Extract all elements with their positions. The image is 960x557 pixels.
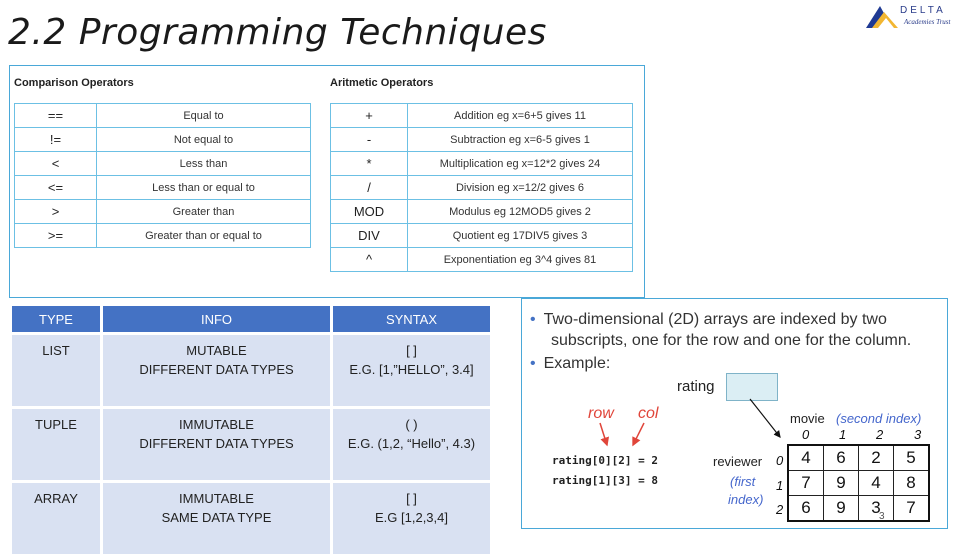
operator-row [15,176,311,200]
arithmetic-table [330,103,633,272]
operator-description: Greater than [97,200,311,224]
grid-cell: 6 [824,445,859,471]
operator-description: Modulus eg 12MOD5 gives 2 [408,200,633,224]
operator-symbol: + [331,104,408,128]
operator-symbol: * [331,152,408,176]
grid-cell: 7 [788,471,824,496]
type-header: TYPE [12,306,100,332]
first-index-label-2: index) [728,492,764,507]
row-label: row [588,405,614,422]
operator-symbol: != [15,128,97,152]
grid-cell: 9 [824,496,859,522]
grid-cell: 9 [824,471,859,496]
bullet-example: • Example: [530,355,611,372]
two-d-array-panel [521,298,948,529]
reviewer-label: reviewer [713,454,763,469]
syntax-cell: ( ) E.G. (1,2, “Hello”, 4.3) [333,409,490,480]
comparison-heading: Comparison Operators [14,77,134,89]
operator-symbol: == [15,104,97,128]
code-line-2: rating[1][3] = 8 [552,474,658,487]
movie-label: movie [790,411,825,426]
logo-name: DELTA [900,5,946,16]
first-index-label-1: (first [730,474,756,489]
delta-logo [862,4,954,32]
grid-cell: 3 [859,496,894,522]
data-types-table [9,303,493,557]
table-row [12,335,490,406]
row-index: 2 [776,502,784,517]
grid-cell: 7 [894,496,930,522]
operator-description: Multiplication eg x=12*2 gives 24 [408,152,633,176]
col-label: col [638,405,659,422]
code-line-1: rating[0][2] = 2 [552,454,658,467]
bullet-2d-arrays: • Two-dimensional (2D) arrays are indexed by two subscripts, one for the row and one for the column. [530,311,912,349]
type-cell: TUPLE [12,409,100,480]
operator-symbol: - [331,128,408,152]
table-row [12,483,490,554]
operator-description: Subtraction eg x=6-5 gives 1 [408,128,633,152]
info-cell: IMMUTABLE SAME DATA TYPE [103,483,330,554]
rating-grid [787,444,930,522]
col-index: 0 [802,427,810,442]
type-cell: LIST [12,335,100,406]
info-cell: MUTABLE DIFFERENT DATA TYPES [103,335,330,406]
bullet-dot-icon: • [530,355,536,372]
second-index-label: (second index) [836,411,922,426]
col-index: 3 [914,427,922,442]
syntax-cell: [ ] E.G. [1,”HELLO”, 3.4] [333,335,490,406]
operator-row [331,128,633,152]
operator-row [15,200,311,224]
operator-description: Exponentiation eg 3^4 gives 81 [408,248,633,272]
grid-cell: 2 [859,445,894,471]
grid-cell: 4 [788,445,824,471]
operator-description: Addition eg x=6+5 gives 11 [408,104,633,128]
grid-row [788,471,929,496]
operator-row [331,200,633,224]
row-index: 0 [776,453,784,468]
col-index: 1 [839,427,847,442]
grid-cell: 5 [894,445,930,471]
operator-symbol: > [15,200,97,224]
operator-description: Equal to [97,104,311,128]
grid-row [788,496,929,522]
table-row [12,409,490,480]
operator-symbol: >= [15,224,97,248]
delta-triangle-icon [862,4,902,32]
syntax-header: SYNTAX [333,306,490,332]
operator-row [15,104,311,128]
operator-description: Quotient eg 17DIV5 gives 3 [408,224,633,248]
operator-symbol: MOD [331,200,408,224]
operator-symbol: ^ [331,248,408,272]
operator-symbol: / [331,176,408,200]
rating-label: rating [677,378,715,395]
grid-cell: 8 [894,471,930,496]
slide-title: 2.2 Programming Techniques [8,12,547,53]
grid-cell: 6 [788,496,824,522]
operator-symbol: DIV [331,224,408,248]
logo-subtitle: Academies Trust [904,18,951,26]
grid-cell: 4 [859,471,894,496]
info-header: INFO [103,306,330,332]
comparison-table [14,103,311,248]
grid-row [788,445,929,471]
col-index: 2 [876,427,884,442]
operator-description: Not equal to [97,128,311,152]
operator-row [15,152,311,176]
operator-description: Greater than or equal to [97,224,311,248]
row-index: 1 [776,478,784,493]
operator-row [331,176,633,200]
operator-row [15,128,311,152]
operator-description: Division eg x=12/2 gives 6 [408,176,633,200]
operator-row [331,152,633,176]
type-cell: ARRAY [12,483,100,554]
operator-symbol: <= [15,176,97,200]
syntax-cell: [ ] E.G [1,2,3,4] [333,483,490,554]
arithmetic-heading: Aritmetic Operators [330,77,434,89]
bullet-dot-icon: • [530,311,536,328]
operators-panel [9,65,645,298]
operator-description: Less than [97,152,311,176]
operator-row [331,248,633,272]
page-number: 3 [879,511,885,522]
operator-row [331,104,633,128]
operator-row [331,224,633,248]
operator-row [15,224,311,248]
operator-description: Less than or equal to [97,176,311,200]
operator-symbol: < [15,152,97,176]
info-cell: IMMUTABLE DIFFERENT DATA TYPES [103,409,330,480]
